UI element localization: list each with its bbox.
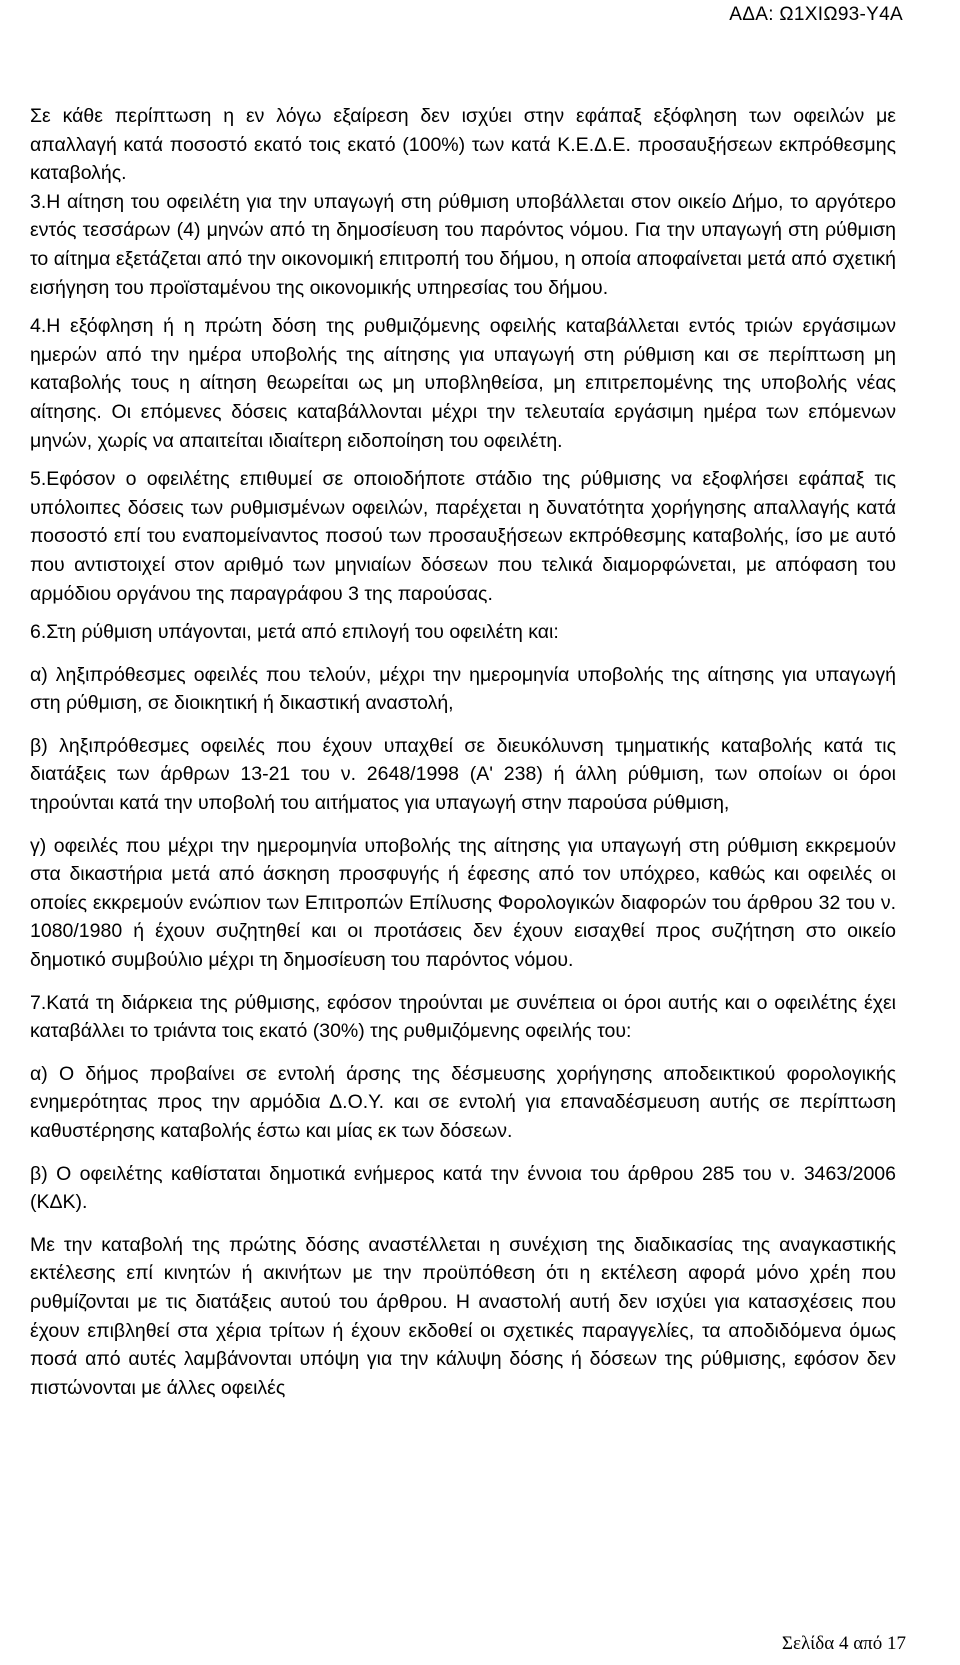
paragraph-enforcement-suspension: Με την καταβολή της πρώτης δόσης αναστέλλεται η συνέχιση της διαδικασίας της αναγκαστικής εκτέλεσης επί κινητών ή ακινήτων με την προϋπόθεση ότι η εκτέλεση αφορά μόνο χρέη που ρυθμίζονται με τις διατάξεις αυτού του άρθρου. Η αναστολή αυτή δεν ισχύει για κατασχέσεις που έχουν επιβληθεί στα χέρια τρίτων ή έχουν εκδοθεί οι σχετικές παραγγελίες, τα αποδιδόμενα όμως ποσά από αυτές λαμβάνονται υπόψη για την κάλυψη δόσης ή δόσεων της ρύθμισης, εφόσον δεν πιστώνονται με άλλες οφειλές [30,1233,896,1399]
document-body [30,102,896,1402]
paragraph-7-conditions: 7.Κατά τη διάρκεια της ρύθμισης, εφόσον τηρούνται με συνέπεια οι όροι αυτής και ο οφειλέτης έχει καταβάλλει το τριάντα τοις εκατό (30%) της ρυθμιζόμενης οφειλής του: [30,991,896,1043]
paragraph-5-early-settlement: 5.Εφόσον ο οφειλέτης επιθυμεί σε οποιοδήποτε στάδιο της ρύθμισης να εξοφλήσει εφάπαξ τις υπόλοιπες δόσεις των ρυθμισμένων οφειλών, παρέχεται η δυνατότητα χορήγησης απαλλαγής κατά ποσοστό επί του εναπομείναντος ποσού των προσαυξήσεων εκπρόθεσμης καταβολής, ίσο με αυτό που αντιστοιχεί στον αριθμό των μηνιαίων δόσεων που τελικά διαμορφώνεται, με απόφαση του αρμόδιου οργάνου της παραγράφου 3 της παρούσας. [30,468,896,605]
page-number: Σελίδα 4 από 17 [781,1633,906,1654]
paragraph-4-payment: 4.Η εξόφληση ή η πρώτη δόση της ρυθμιζόμενης οφειλής καταβάλλεται εντός τριών εργάσιμων ημερών από την ημέρα υποβολής της αίτησης για υπαγωγή στη ρύθμιση και σε περίπτωση μη καταβολής τους η αίτηση θεωρείται ως μη υποβληθείσα, μη επιτρεπομένης της υποβολής νέας αίτησης. Οι επόμενες δόσεις καταβάλλονται μέχρι την τελευταία εργάσιμη ημέρα των επόμενων μηνών, χωρίς να απαιτείται ιδιαίτερη ειδοποίηση του οφειλέτη. [30,315,896,452]
paragraph-6-inclusions: 6.Στη ρύθμιση υπάγονται, μετά από επιλογή του οφειλέτη και: [30,621,559,644]
paragraph-3-application: 3.Η αίτηση του οφειλέτη για την υπαγωγή στη ρύθμιση υποβάλλεται στον οικείο Δήμο, το αργότερο εντός τεσσάρων (4) μηνών από τη δημοσίευση του παρόντος νόμου. Για την υπαγωγή στη ρύθμιση το αίτημα εξετάζεται από την οικονομική επιτροπή του δήμου, η οποία αποφαίνεται μετά από σχετική εισήγηση του προϊσταμένου της οικονομικής υπηρεσίας του δήμου. [30,190,896,299]
paragraph-7b: β) Ο οφειλέτης καθίσταται δημοτικά ενήμερος κατά την έννοια του άρθρου 285 του ν. 3463/2006 (ΚΔΚ). [30,1162,896,1214]
paragraph-exception: Σε κάθε περίπτωση η εν λόγω εξαίρεση δεν ισχύει στην εφάπαξ εξόφληση των οφειλών με απαλλαγή κατά ποσοστό εκατό τοις εκατό (100%) των κατά Κ.Ε.Δ.Ε. προσαυξήσεων εκπρόθεσμης καταβολής. [30,105,896,185]
paragraph-6c: γ) οφειλές που μέχρι την ημερομηνία υποβολής της αίτησης για υπαγωγή στη ρύθμιση εκκρεμούν στα δικαστήρια μετά από άσκηση προσφυγής ή έφεσης από τον υπόχρεο, καθώς και οφειλές οι οποίες εκκρεμούν ενώπιον των Επιτροπών Επίλυσης Φορολογικών διαφορών του άρθρου 32 του ν. 1080/1980 ή έχουν συζητηθεί και οι προτάσεις δεν έχουν εισαχθεί προς συζήτηση στο οικείο δημοτικό συμβούλιο μέχρι τη δημοσίευση του παρόντος νόμου. [30,834,896,972]
paragraph-7a: α) Ο δήμος προβαίνει σε εντολή άρσης της δέσμευσης χορήγησης αποδεικτικού φορολογικής ενημερότητας προς την αρμόδια Δ.Ο.Υ. και σε εντολή για επαναδέσμευση αυτής σε περίπτωση καθυστέρησης καταβολής έστω και μίας εκ των δόσεων. [30,1062,896,1142]
paragraph-6a: α) ληξιπρόθεσμες οφειλές που τελούν, μέχρι την ημερομηνία υποβολής της αίτησης για υπαγωγή στη ρύθμιση, σε διοικητική ή δικαστική αναστολή, [30,663,896,715]
paragraph-6b: β) ληξιπρόθεσμες οφειλές που έχουν υπαχθεί σε διευκόλυνση τμηματικής καταβολής κατά τις διατάξεις των άρθρων 13-21 του ν. 2648/1998 (Α' 238) ή άλλη ρύθμιση, των οποίων οι όροι τηρούνται κατά την υποβολή του αιτήματος για υπαγωγή στην παρούσα ρύθμιση, [30,734,896,815]
ada-code: ΑΔΑ: Ω1ΧΙΩ93-Υ4Α [729,4,903,25]
